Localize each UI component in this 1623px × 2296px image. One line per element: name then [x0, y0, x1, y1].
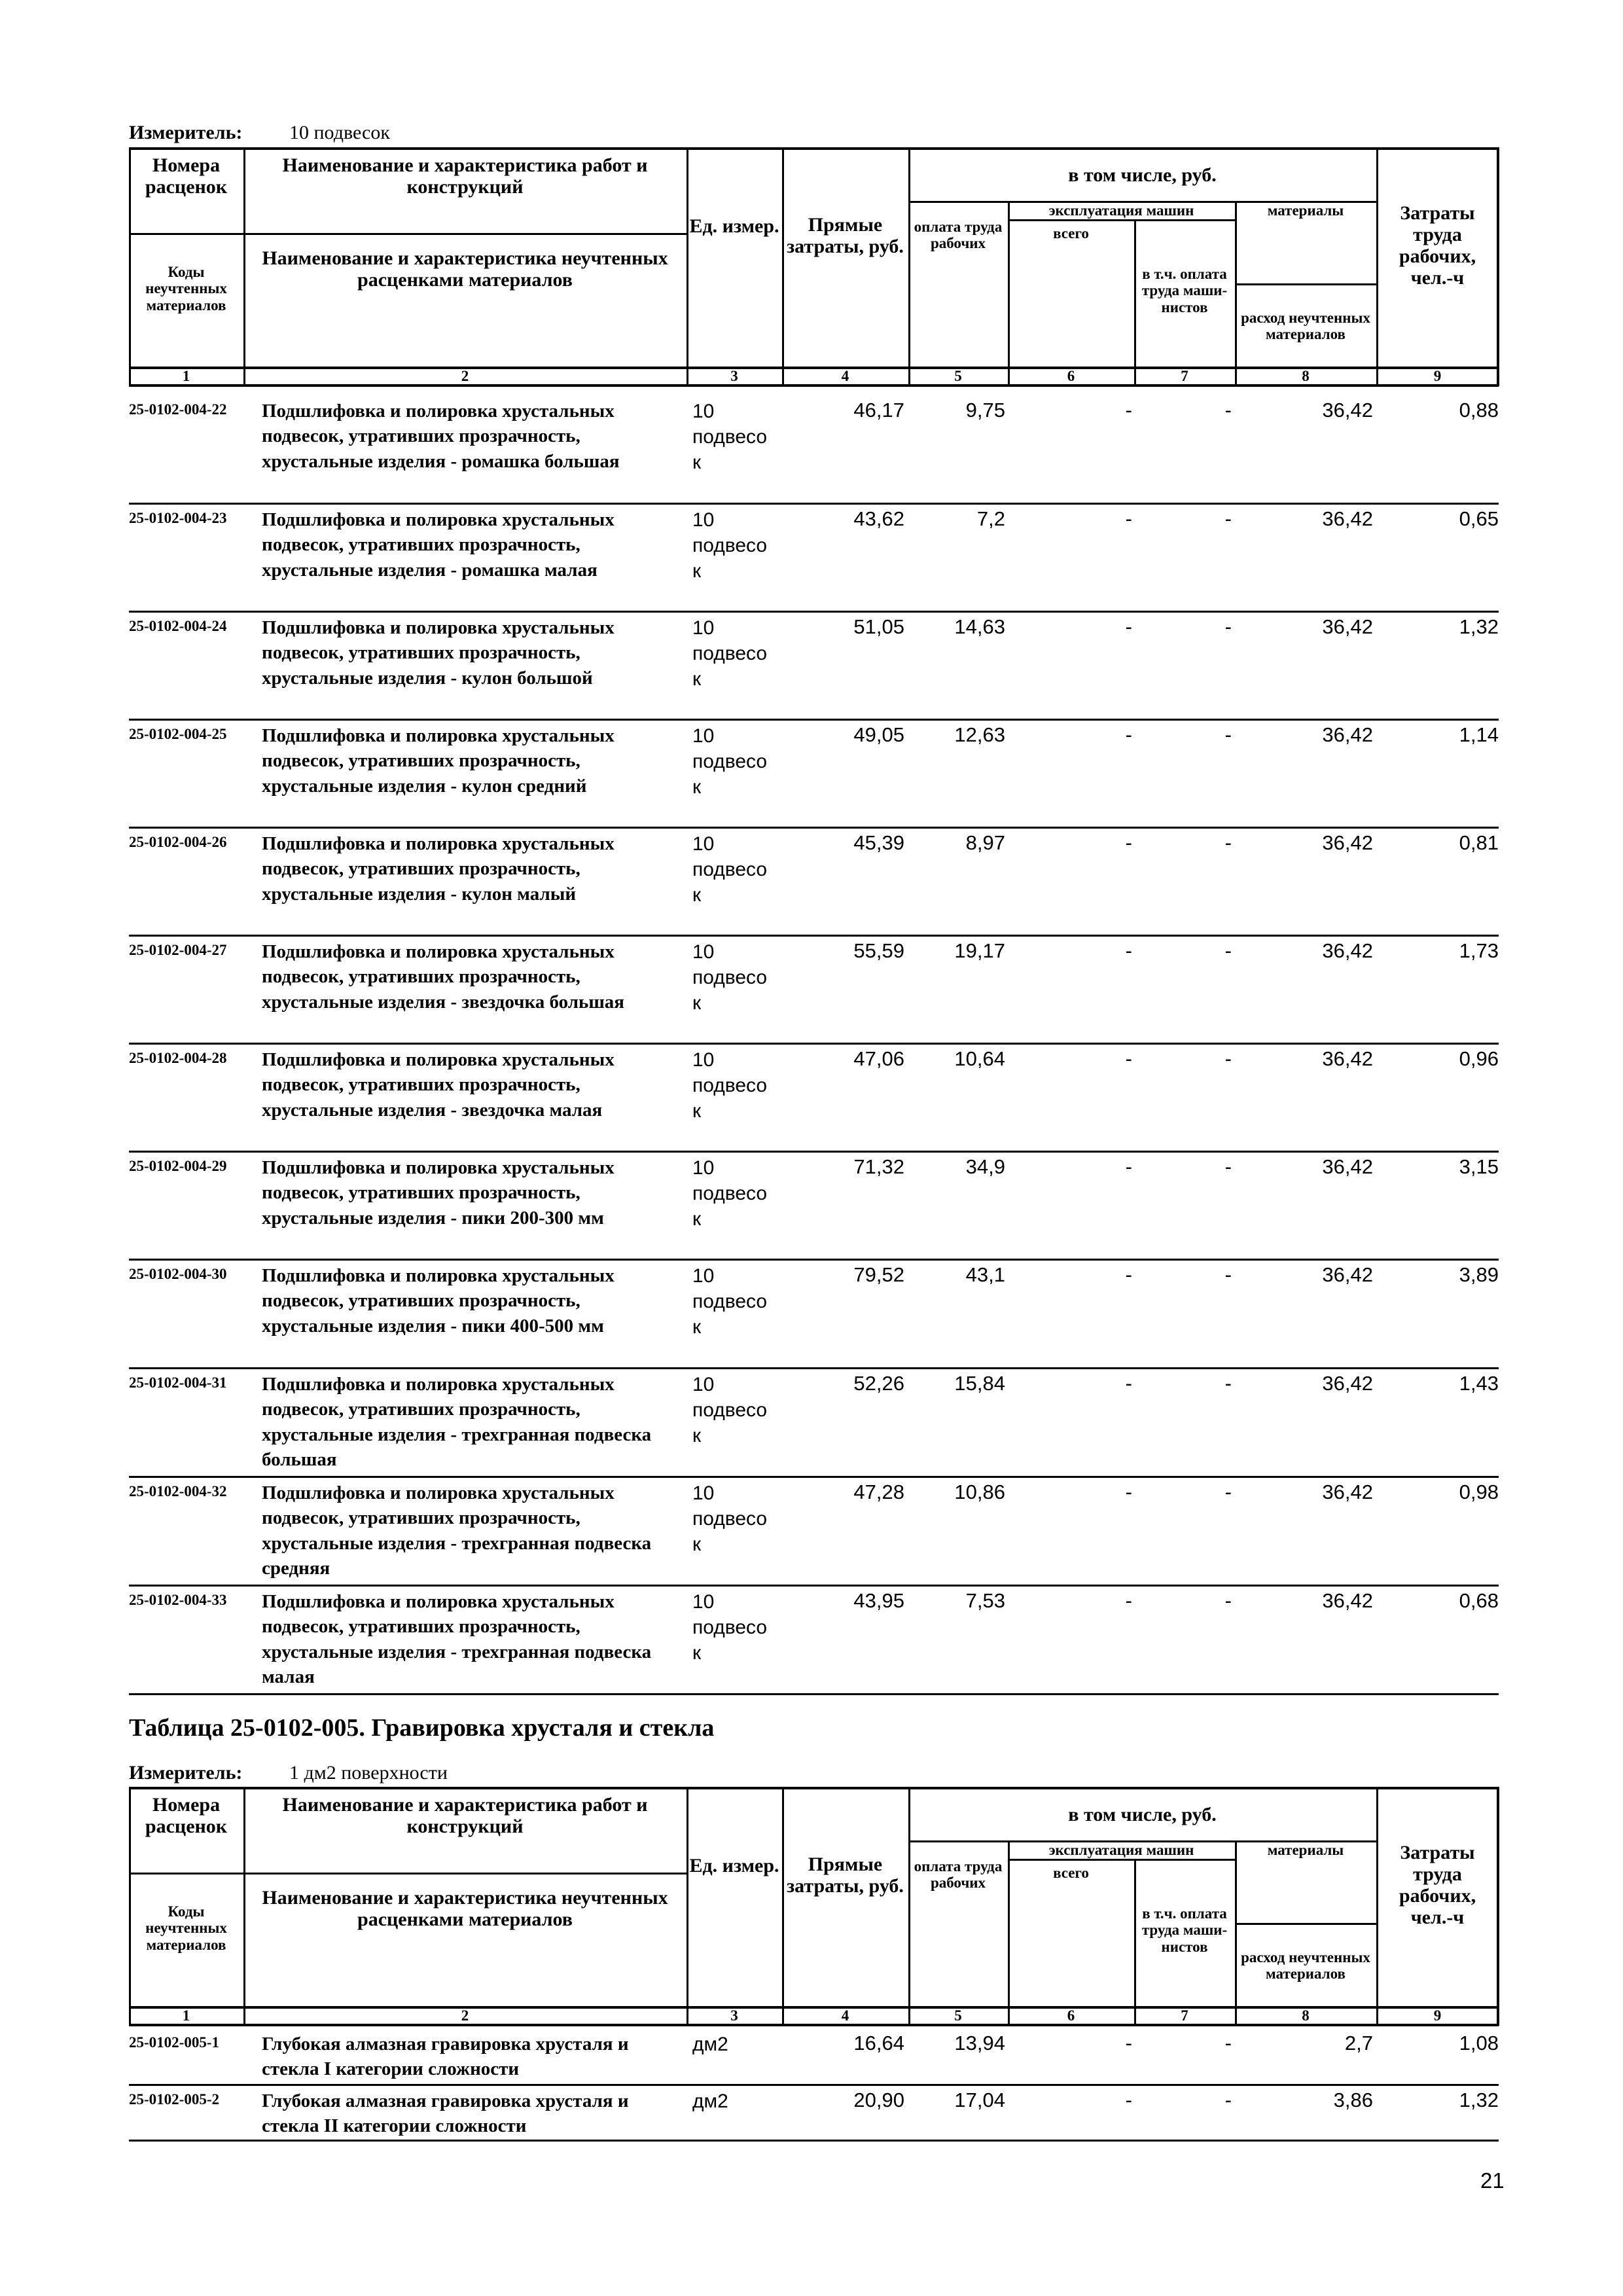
column-number: 8 — [1302, 368, 1310, 385]
operator-pay-value: - — [1224, 2089, 1232, 2111]
grid-line — [129, 1787, 131, 2026]
materials-value: 36,42 — [1322, 507, 1373, 530]
grid-line — [1376, 1787, 1378, 2026]
worker-pay-value: 17,04 — [954, 2089, 1005, 2111]
grid-line — [1235, 1923, 1376, 1925]
column-number: 1 — [182, 368, 190, 385]
rate-code: 25-0102-004-33 — [129, 1592, 227, 1608]
operator-pay-value: - — [1224, 723, 1232, 746]
row-separator — [129, 1693, 1499, 1695]
labor-value: 1,73 — [1459, 939, 1499, 962]
direct-costs-value: 43,62 — [853, 507, 904, 530]
materials-value: 36,42 — [1322, 1263, 1373, 1286]
machines-total-value: - — [1125, 1589, 1132, 1612]
grid-line — [1008, 1840, 1010, 2026]
direct-costs-value: 51,05 — [853, 615, 904, 638]
machines-total-value: - — [1125, 723, 1132, 746]
direct-costs-value: 43,95 — [853, 1589, 904, 1612]
work-name: Подшлифовка и полировка хрустальных подвесок, утративших прозрачность, хрустальные изделия - кулон большой — [262, 617, 615, 689]
column-number: 7 — [1181, 2007, 1188, 2024]
machines-total-value: - — [1125, 2089, 1132, 2111]
col-header-including: в том числе, руб. — [1068, 1803, 1217, 1825]
materials-value: 2,7 — [1344, 2032, 1373, 2054]
table-title: Таблица 25-0102-005. Гравировка хрусталя и стекла — [129, 1714, 715, 1742]
operator-pay-value: - — [1224, 1263, 1232, 1286]
col-header-material-consumption: расход неучтенных материалов — [1241, 1948, 1370, 1982]
col-header-machines-total: всего — [1053, 1865, 1089, 1882]
materials-value: 36,42 — [1322, 1155, 1373, 1178]
machines-total-value: - — [1125, 2032, 1132, 2054]
column-number: 2 — [461, 368, 469, 385]
column-number: 9 — [1433, 368, 1442, 385]
direct-costs-value: 16,64 — [853, 2032, 904, 2054]
rate-code: 25-0102-004-24 — [129, 618, 227, 634]
unit-value: 10 подвесо к — [692, 1482, 768, 1555]
direct-costs-value: 71,32 — [853, 1155, 904, 1178]
table-row — [0, 1587, 1623, 1695]
rate-code: 25-0102-004-25 — [129, 726, 227, 742]
grid-line — [129, 147, 131, 386]
unit-value: 10 подвесо к — [692, 401, 768, 473]
grid-line — [1134, 219, 1136, 386]
worker-pay-value: 13,94 — [954, 2032, 1005, 2054]
operator-pay-value: - — [1224, 831, 1232, 854]
operator-pay-value: - — [1224, 507, 1232, 530]
col-header-materials: материалы — [1267, 1842, 1344, 1859]
operator-pay-value: - — [1224, 1155, 1232, 1178]
labor-value: 0,88 — [1459, 399, 1499, 422]
column-number: 4 — [841, 2007, 849, 2024]
machines-total-value: - — [1125, 399, 1132, 422]
rate-code: 25-0102-004-28 — [129, 1050, 227, 1066]
labor-value: 1,08 — [1459, 2032, 1499, 2054]
direct-costs-value: 47,28 — [853, 1480, 904, 1503]
table-row — [0, 2029, 1623, 2086]
grid-line — [1134, 1859, 1136, 2026]
materials-value: 36,42 — [1322, 1480, 1373, 1503]
col-header-worker-pay: оплата труда рабочих — [914, 1857, 1003, 1891]
grid-line — [1235, 201, 1237, 386]
machines-total-value: - — [1125, 1155, 1132, 1178]
column-number: 1 — [182, 2007, 190, 2024]
col-header-operator-pay: в т.ч. оплата труда маши-нистов — [1141, 1905, 1228, 1955]
machines-total-value: - — [1125, 1263, 1132, 1286]
work-name: Подшлифовка и полировка хрустальных подвесок, утративших прозрачность, хрустальные изделия - трехгранная подвеска большая — [262, 1374, 652, 1470]
col-header-material-consumption: расход неучтенных материалов — [1241, 309, 1370, 342]
worker-pay-value: 7,53 — [965, 1589, 1005, 1612]
col-header-materials: материалы — [1267, 202, 1344, 219]
direct-costs-value: 45,39 — [853, 831, 904, 854]
unit-value: 10 подвесо к — [692, 725, 768, 798]
work-name: Подшлифовка и полировка хрустальных подвесок, утративших прозрачность, хрустальные изделия - звездочка малая — [262, 1049, 615, 1121]
labor-value: 3,15 — [1459, 1155, 1499, 1178]
work-name: Подшлифовка и полировка хрустальных подвесок, утративших прозрачность, хрустальные изделия - ромашка малая — [262, 509, 615, 581]
measure-label: Измеритель: — [129, 1762, 243, 1784]
rate-code: 25-0102-004-32 — [129, 1483, 227, 1499]
work-name: Подшлифовка и полировка хрустальных подвесок, утративших прозрачность, хрустальные изделия - звездочка большая — [262, 941, 624, 1013]
col-header-unit: Ед. измер. — [689, 215, 779, 237]
rate-code: 25-0102-004-30 — [129, 1266, 227, 1282]
col-header-direct-costs: Прямые затраты, руб. — [787, 1854, 904, 1897]
worker-pay-value: 8,97 — [965, 831, 1005, 854]
materials-value: 36,42 — [1322, 1372, 1373, 1395]
labor-value: 1,14 — [1459, 723, 1499, 746]
direct-costs-value: 52,26 — [853, 1372, 904, 1395]
materials-value: 36,42 — [1322, 1589, 1373, 1612]
grid-line — [1376, 147, 1378, 386]
grid-line — [1235, 1840, 1237, 2026]
rate-code: 25-0102-004-27 — [129, 942, 227, 958]
col-header-worker-pay: оплата труда рабочих — [914, 218, 1003, 251]
column-number: 3 — [730, 2007, 738, 2024]
grid-line — [687, 1787, 688, 2026]
col-header-including: в том числе, руб. — [1068, 164, 1217, 186]
unit-value: 10 подвесо к — [692, 833, 768, 906]
table-row — [0, 613, 1623, 721]
worker-pay-value: 34,9 — [965, 1155, 1005, 1178]
operator-pay-value: - — [1224, 1589, 1232, 1612]
unit-value: 10 подвесо к — [692, 941, 768, 1014]
col-header-machines: эксплуатация машин — [1048, 1842, 1194, 1859]
measure-line — [129, 1762, 448, 1784]
unit-value: 10 подвесо к — [692, 1157, 768, 1230]
unit-value: 10 подвесо к — [692, 509, 768, 582]
table-row — [0, 937, 1623, 1045]
column-number: 2 — [461, 2007, 469, 2024]
work-name: Подшлифовка и полировка хрустальных подвесок, утративших прозрачность, хрустальные изделия - кулон малый — [262, 833, 615, 905]
labor-value: 0,98 — [1459, 1480, 1499, 1503]
work-name: Глубокая алмазная гравировка хрусталя и стекла I категории сложности — [262, 2034, 629, 2080]
direct-costs-value: 46,17 — [853, 399, 904, 422]
measure-value: 10 подвесок — [289, 122, 390, 143]
unit-value: 10 подвесо к — [692, 1049, 768, 1122]
column-number: 9 — [1433, 2007, 1442, 2024]
worker-pay-value: 12,63 — [954, 723, 1005, 746]
materials-value: 36,42 — [1322, 723, 1373, 746]
table-row — [0, 505, 1623, 613]
rate-code: 25-0102-004-22 — [129, 401, 227, 418]
labor-value: 0,81 — [1459, 831, 1499, 854]
col-header-work-name: Наименование и характеристика работ и конструкций — [282, 1794, 648, 1837]
rate-code: 25-0102-005-1 — [129, 2034, 219, 2051]
col-header-material-codes: Коды неучтенных материалов — [145, 264, 227, 314]
col-header-machines: эксплуатация машин — [1048, 202, 1194, 219]
table-row — [0, 1478, 1623, 1587]
col-header-labor: Затраты труда рабочих, чел.-ч — [1399, 1842, 1476, 1928]
materials-value: 36,42 — [1322, 399, 1373, 422]
materials-value: 36,42 — [1322, 615, 1373, 638]
grid-line — [782, 147, 784, 386]
work-name: Подшлифовка и полировка хрустальных подвесок, утративших прозрачность, хрустальные изделия - пики 200-300 мм — [262, 1157, 615, 1229]
col-header-material-codes: Коды неучтенных материалов — [145, 1903, 227, 1953]
col-header-direct-costs: Прямые затраты, руб. — [787, 214, 904, 257]
operator-pay-value: - — [1224, 1480, 1232, 1503]
unit-value: 10 подвесо к — [692, 1591, 768, 1664]
direct-costs-value: 47,06 — [853, 1047, 904, 1070]
labor-value: 1,43 — [1459, 1372, 1499, 1395]
column-number: 8 — [1302, 2007, 1310, 2024]
worker-pay-value: 10,64 — [954, 1047, 1005, 1070]
column-number: 4 — [841, 368, 849, 385]
grid-line — [243, 147, 245, 386]
col-header-rate-number: Номера расценок — [145, 154, 228, 198]
labor-value: 1,32 — [1459, 615, 1499, 638]
unit-value: дм2 — [692, 2090, 728, 2112]
direct-costs-value: 20,90 — [853, 2089, 904, 2111]
grid-line — [129, 1873, 687, 1874]
table-row — [0, 829, 1623, 937]
col-header-labor: Затраты труда рабочих, чел.-ч — [1399, 202, 1476, 289]
col-header-machines-total: всего — [1053, 225, 1089, 242]
grid-line — [782, 1787, 784, 2026]
worker-pay-value: 9,75 — [965, 399, 1005, 422]
grid-line — [908, 147, 910, 386]
col-header-material-name: Наименование и характеристика неучтенных расценками материалов — [262, 247, 668, 291]
work-name: Подшлифовка и полировка хрустальных подвесок, утративших прозрачность, хрустальные изделия - пики 400-500 мм — [262, 1265, 615, 1336]
grid-line — [908, 1787, 910, 2026]
worker-pay-value: 7,2 — [976, 507, 1005, 530]
work-name: Подшлифовка и полировка хрустальных подвесок, утративших прозрачность, хрустальные изделия - трехгранная подвеска средняя — [262, 1482, 652, 1579]
table-row — [0, 1369, 1623, 1478]
machines-total-value: - — [1125, 1480, 1132, 1503]
unit-value: дм2 — [692, 2034, 728, 2055]
machines-total-value: - — [1125, 939, 1132, 962]
column-number: 6 — [1067, 368, 1075, 385]
materials-value: 3,86 — [1333, 2089, 1373, 2111]
unit-value: 10 подвесо к — [692, 1265, 768, 1338]
work-name: Подшлифовка и полировка хрустальных подвесок, утративших прозрачность, хрустальные изделия - ромашка большая — [262, 401, 620, 472]
unit-value: 10 подвесо к — [692, 617, 768, 690]
operator-pay-value: - — [1224, 1047, 1232, 1070]
work-name: Подшлифовка и полировка хрустальных подвесок, утративших прозрачность, хрустальные изделия - кулон средний — [262, 725, 615, 797]
measure-label: Измеритель: — [129, 122, 243, 143]
operator-pay-value: - — [1224, 1372, 1232, 1395]
materials-value: 36,42 — [1322, 831, 1373, 854]
col-header-material-name: Наименование и характеристика неучтенных расценками материалов — [262, 1887, 668, 1930]
col-header-work-name: Наименование и характеристика работ и конструкций — [282, 154, 648, 198]
work-name: Глубокая алмазная гравировка хрусталя и стекла II категории сложности — [262, 2090, 629, 2137]
measure-value: 1 дм2 поверхности — [289, 1762, 448, 1784]
col-header-operator-pay: в т.ч. оплата труда маши-нистов — [1141, 266, 1228, 315]
labor-value: 0,68 — [1459, 1589, 1499, 1612]
machines-total-value: - — [1125, 831, 1132, 854]
labor-value: 3,89 — [1459, 1263, 1499, 1286]
grid-line — [687, 147, 688, 386]
rate-code: 25-0102-004-31 — [129, 1374, 227, 1391]
unit-value: 10 подвесо к — [692, 1374, 768, 1446]
work-name: Подшлифовка и полировка хрустальных подвесок, утративших прозрачность, хрустальные изделия - трехгранная подвеска малая — [262, 1591, 652, 1687]
rate-code: 25-0102-004-23 — [129, 510, 227, 526]
column-number: 7 — [1181, 368, 1188, 385]
grid-line — [129, 233, 687, 235]
materials-value: 36,42 — [1322, 939, 1373, 962]
rate-code: 25-0102-004-26 — [129, 834, 227, 850]
col-header-unit: Ед. измер. — [689, 1854, 779, 1876]
row-separator — [129, 2140, 1499, 2142]
machines-total-value: - — [1125, 615, 1132, 638]
rate-code: 25-0102-004-29 — [129, 1158, 227, 1174]
worker-pay-value: 43,1 — [965, 1263, 1005, 1286]
labor-value: 1,32 — [1459, 2089, 1499, 2111]
worker-pay-value: 14,63 — [954, 615, 1005, 638]
column-number: 5 — [954, 368, 962, 385]
table-row — [0, 1045, 1623, 1153]
column-number: 5 — [954, 2007, 962, 2024]
machines-total-value: - — [1125, 1047, 1132, 1070]
grid-line — [1235, 283, 1376, 285]
worker-pay-value: 10,86 — [954, 1480, 1005, 1503]
table-row — [0, 396, 1623, 505]
machines-total-value: - — [1125, 1372, 1132, 1395]
direct-costs-value: 55,59 — [853, 939, 904, 962]
page-number: 21 — [1480, 2168, 1505, 2193]
col-header-rate-number: Номера расценок — [145, 1794, 228, 1837]
operator-pay-value: - — [1224, 2032, 1232, 2054]
grid-line — [243, 1787, 245, 2026]
labor-value: 0,96 — [1459, 1047, 1499, 1070]
rate-code: 25-0102-005-2 — [129, 2091, 219, 2108]
table-row — [0, 721, 1623, 829]
materials-value: 36,42 — [1322, 1047, 1373, 1070]
column-number: 3 — [730, 368, 738, 385]
grid-line — [1497, 1787, 1499, 2026]
grid-line — [1497, 147, 1499, 386]
direct-costs-value: 79,52 — [853, 1263, 904, 1286]
measure-line — [129, 122, 390, 144]
labor-value: 0,65 — [1459, 507, 1499, 530]
direct-costs-value: 49,05 — [853, 723, 904, 746]
table-row — [0, 2086, 1623, 2142]
grid-line — [1008, 201, 1010, 386]
table-row — [0, 1153, 1623, 1261]
worker-pay-value: 19,17 — [954, 939, 1005, 962]
machines-total-value: - — [1125, 507, 1132, 530]
column-number: 6 — [1067, 2007, 1075, 2024]
table-row — [0, 1261, 1623, 1369]
operator-pay-value: - — [1224, 399, 1232, 422]
operator-pay-value: - — [1224, 615, 1232, 638]
operator-pay-value: - — [1224, 939, 1232, 962]
worker-pay-value: 15,84 — [954, 1372, 1005, 1395]
